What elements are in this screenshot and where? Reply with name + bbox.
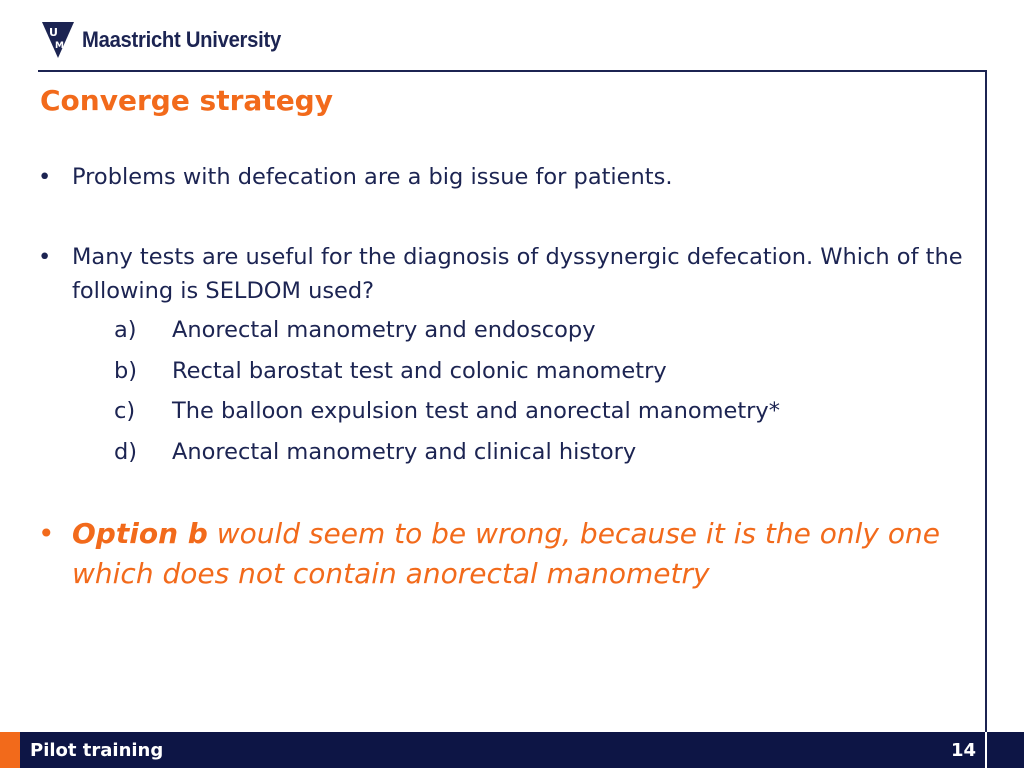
footer-divider (985, 732, 987, 768)
logo-text: Maastricht University (82, 27, 281, 52)
option-letter: d) (114, 438, 138, 465)
bullet-text: Many tests are useful for the diagnosis of dyssynergic defecation. Which of the following is SELDOM used? (72, 244, 963, 304)
slide-title: Converge strategy (40, 84, 333, 117)
option-letter: c) (114, 398, 136, 424)
slide-body (38, 160, 980, 594)
maastricht-university-logo-icon (40, 20, 76, 60)
bullet-dot: • (38, 517, 55, 550)
option-letter: b) (114, 357, 138, 384)
option-text: The balloon expulsion test and anorectal manometry* (172, 398, 780, 424)
header-rule (38, 70, 986, 72)
bullet-text: Problems with defecation are a big issue for patients. (72, 164, 673, 190)
bullet-item (38, 240, 980, 472)
answer-option-d (72, 432, 980, 473)
svg-text:M: M (55, 41, 64, 51)
logo (40, 20, 298, 60)
answer-option-b (72, 351, 980, 392)
answer-option-c (72, 391, 980, 432)
option-text: Anorectal manometry and clinical history (172, 438, 637, 465)
bullet-emphasis: Option b (72, 517, 208, 550)
footer-bar (0, 732, 1024, 768)
right-rule (985, 70, 987, 732)
bullet-dot: • (38, 244, 52, 270)
option-letter: a) (114, 317, 137, 343)
answer-option-a (72, 310, 980, 351)
option-text: Rectal barostat test and colonic manometry (172, 357, 667, 384)
bullet-dot: • (38, 164, 52, 190)
page-number: 14 (950, 740, 976, 761)
bullet-item (38, 160, 980, 194)
option-text: Anorectal manometry and endoscopy (172, 317, 596, 343)
footer-label: Pilot training (30, 740, 164, 761)
footer-accent (0, 732, 20, 768)
bullet-item-highlight (38, 514, 980, 594)
answer-options (72, 310, 980, 472)
svg-text:U: U (49, 26, 58, 39)
bullet-text: would seem to be wrong, because it is the only one which does not contain anorectal manometry (72, 517, 940, 590)
